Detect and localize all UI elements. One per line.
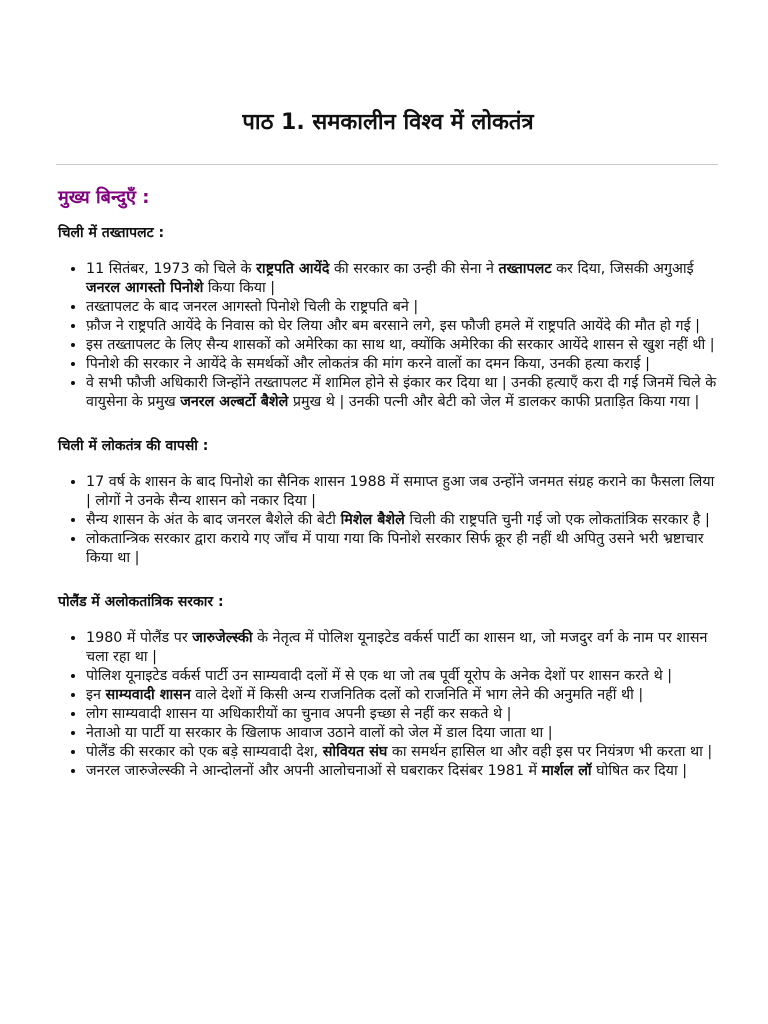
section-chile-democracy-return: [58, 436, 718, 568]
text-run: 1980 में पोलैंड पर: [86, 630, 193, 646]
title-divider: [56, 164, 718, 165]
section-heading: पोलैंड में अलोकतांत्रिक सरकार :: [58, 594, 224, 610]
bold-term: तख्तापलट: [498, 261, 552, 277]
text-run: की सरकार का उन्ही की सेना ने: [329, 261, 499, 277]
list-item: [86, 629, 718, 667]
bullet-list: [58, 473, 718, 568]
text-run: लोकतान्त्रिक सरकार द्वारा कराये गए जाँच में पाया गया कि पिनोशे सरकार सिर्फ क्रूर ही नहीं थी अपितु उसने भरी भ्रष्टाचार किया था |: [86, 531, 704, 566]
text-run: फ़ौज ने राष्ट्रपति आयेंदे के निवास को घेर लिया और बम बरसाने लगे, इस फौजी हमले में राष्ट्रपति आयेंदे की मौत हो गई |: [86, 318, 700, 334]
text-run: पोलिश यूनाइटेड वर्कर्स पार्टी उन साम्यवादी दलों में से एक था जो तब पूर्वी यूरोप के अनेक देशों पर शासन करते थे |: [86, 668, 673, 684]
text-run: 11 सितंबर, 1973 को चिले के: [86, 261, 257, 277]
bullet-list: [58, 629, 718, 781]
bold-term: मार्शल लॉ: [541, 763, 592, 779]
text-run: जनरल जारुजेल्स्की ने आन्दोलनों और अपनी आलोचनाओं से घबराकर दिसंबर 1981 में: [86, 763, 542, 779]
bullet-list: [58, 260, 718, 412]
list-item: [86, 743, 718, 762]
list-item: [86, 530, 718, 568]
text-run: पिनोशे की सरकार ने आयेंदे के समर्थकों और लोकतंत्र की मांग करने वालों का दमन किया, उनकी हत्या कराई |: [86, 356, 650, 372]
section-chile-coup: [58, 223, 718, 412]
list-item: [86, 724, 718, 743]
list-item: [86, 511, 718, 530]
text-run: 17 वर्ष के शासन के बाद पिनोशे का सैनिक शासन 1988 में समाप्त हुआ जब उन्होंने जनमत संग्रह कराने का फैसला लिया | लोगों ने उनके सैन्य शासन को नकार दिया |: [86, 474, 715, 509]
text-run: इस तख्तापलट के लिए सैन्य शासकों को अमेरिका का साथ था, क्योंकि अमेरिका की सरकार आयेंदे शासन से खुश नहीं थी |: [86, 337, 715, 353]
list-item: [86, 473, 718, 511]
list-item: [86, 686, 718, 705]
list-item: [86, 762, 718, 781]
text-run: वे सभी फौजी अधिकारी जिन्होंने तख्तापलट में शामिल होने से इंकार कर दिया था | उनकी हत्याएँ करा दी गई जिनमें चिले के वायुसेना के प्रमुख: [86, 375, 717, 410]
text-run: नेताओ या पार्टी या सरकार के खिलाफ आवाज उठाने वालों को जेल में डाल दिया जाता था |: [86, 725, 553, 741]
text-run: किया किया |: [203, 280, 276, 296]
text-run: वाले देशों में किसी अन्य राजनितिक दलों को राजनिति में भाग लेने की अनुमति नहीं थी |: [190, 687, 644, 703]
list-item: [86, 298, 718, 317]
text-run: सैन्य शासन के अंत के बाद जनरल बैशेले की बेटी: [86, 512, 341, 528]
list-item: [86, 667, 718, 686]
text-run: लोग साम्यवादी शासन या अधिकारीयों का चुनाव अपनी इच्छा से नहीं कर सकते थे |: [86, 706, 512, 722]
text-run: इन: [86, 687, 106, 703]
text-run: प्रमुख थे | उनकी पत्नी और बेटी को जेल में डालकर काफी प्रताड़ित किया गया |: [288, 394, 700, 410]
text-run: पोलैंड की सरकार को एक बड़े साम्यवादी देश,: [86, 744, 323, 760]
text-run: के नेतृत्व में पोलिश यूनाइटेड वर्कर्स पार्टी का शासन था, जो मजदुर वर्ग के नाम पर शासन चला रहा था |: [86, 630, 708, 665]
text-run: घोषित कर दिया |: [591, 763, 688, 779]
page-title: पाठ 1. समकालीन विश्व में लोकतंत्र: [242, 110, 534, 135]
bold-term: सोवियत संघ: [322, 744, 388, 760]
list-item: [86, 336, 718, 355]
list-item: [86, 705, 718, 724]
bold-term: साम्यवादी शासन: [105, 687, 191, 703]
section-poland-undemocratic: [58, 592, 718, 781]
text-run: का समर्थन हासिल था और वही इस पर नियंत्रण भी करता था |: [387, 744, 713, 760]
list-item: [86, 317, 718, 336]
text-run: कर दिया, जिसकी अगुआई: [551, 261, 694, 277]
list-item: [86, 260, 718, 298]
bold-term: मिशेल बैशेले: [340, 512, 405, 528]
section-heading: चिली में तख्तापलट :: [58, 225, 165, 241]
list-item: [86, 355, 718, 374]
main-points-heading: मुख्य बिन्दुएँ :: [58, 187, 150, 208]
bold-term: राष्ट्रपति आयेंदे: [256, 261, 330, 277]
text-run: तख्तापलट के बाद जनरल आगस्तो पिनोशे चिली के राष्ट्रपति बने |: [86, 299, 419, 315]
bold-term: जनरल अल्बर्टो बैशेले: [180, 394, 289, 410]
text-run: चिली की राष्ट्रपति चुनी गई जो एक लोकतांत्रिक सरकार है |: [404, 512, 710, 528]
section-heading: चिली में लोकतंत्र की वापसी :: [58, 438, 209, 454]
bold-term: जारुजेल्स्की: [192, 630, 253, 646]
bold-term: जनरल आगस्तो पिनोशे: [86, 280, 204, 296]
list-item: [86, 374, 718, 412]
